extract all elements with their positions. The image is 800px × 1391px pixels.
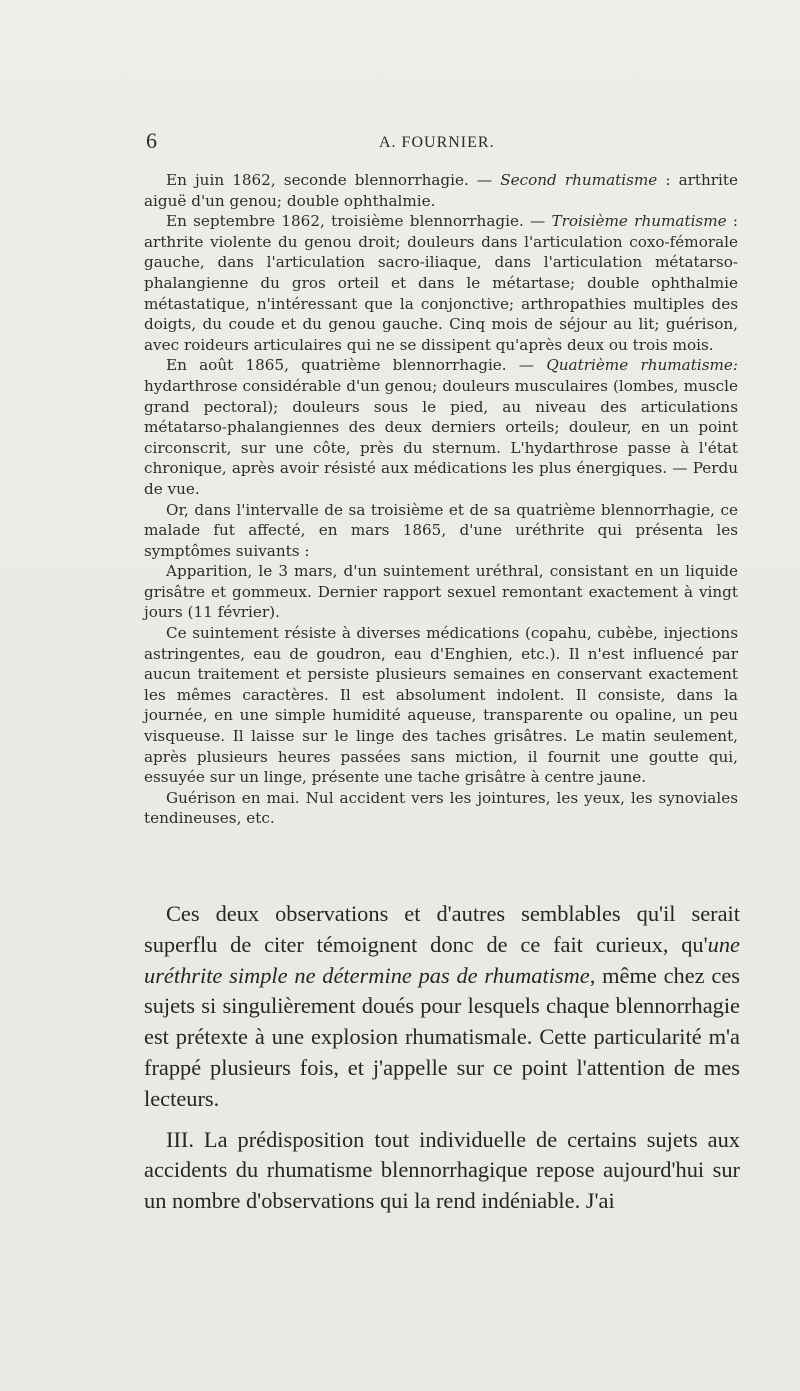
observation-emphasis: Troisième rhumatisme xyxy=(551,212,727,231)
observation-paragraph: Guérison en mai. Nul accident vers les jointures, les yeux, les synoviales tendineuses, etc. xyxy=(144,788,738,828)
case-observation xyxy=(144,170,738,829)
observation-text: : arthrite violente du genou droit; douleurs dans l'articulation coxo-fémorale gauche, dans l'articulation sacro-iliaque, dans l'articulation métatarso-phalangienne du gros orteil et dans le métartase; double ophthalmie métastatique, n'intéressant que la conjonctive; arthropathies multiples des doigts, du coude et du genou gauche. Cinq mois de séjour au lit; guérison, avec roideurs articulaires qui ne se dissipent qu'après deux ou trois mois. xyxy=(144,212,738,354)
observation-text: En septembre 1862, troisième blennorrhagie. — xyxy=(166,212,552,231)
running-head: A. FOURNIER. xyxy=(379,134,495,151)
body-text: , même chez ces sujets si singulièrement doués pour lesquels chaque blennorrhagie est prétexte à une explosion rhumatismale. Cette particularité m'a frappé plusieurs fois, et j'appelle sur ce point l'attention de mes lecteurs. xyxy=(144,962,740,1111)
observation-emphasis: Second rhumatisme xyxy=(500,171,658,189)
observation-text: hydarthrose considérable d'un genou; douleurs musculaires (lombes, muscle grand pectoral); douleurs sous le pied, au niveau des articulations métatarso-phalangiennes des deux derniers orteils; douleur, en un point circonscrit, sur une côte, près du sternum. L'hydarthrose passe à l'état chronique, après avoir résisté aux médications les plus énergiques. — Perdu de vue. xyxy=(144,376,738,498)
page-number: 6 xyxy=(146,128,157,153)
body-emphasis: une uréthrite simple ne détermine pas de rhumatisme xyxy=(144,931,740,988)
page-header xyxy=(146,128,736,158)
body-paragraph xyxy=(144,899,740,1115)
observation-paragraph xyxy=(144,170,738,211)
observation-emphasis: Quatrième rhumatisme: xyxy=(546,356,738,375)
observation-paragraph: Or, dans l'intervalle de sa troisième et de sa quatrième blennorrhagie, ce malade fut affecté, en mars 1865, d'une uréthrite qui présenta les symptômes suivants : xyxy=(144,500,738,560)
body-paragraph: III. La prédisposition tout individuelle de certains sujets aux accidents du rhumatisme blennorrhagique repose aujourd'hui sur un nombre d'observations qui la rend indéniable. J'ai xyxy=(144,1126,740,1214)
observation-paragraph xyxy=(144,355,738,499)
observation-text: En août 1865, quatrième blennorrhagie. — xyxy=(166,356,547,375)
main-text xyxy=(144,899,740,1217)
body-text: Ces deux observations et d'autres semblables qu'il serait superflu de citer témoignent donc de ce fait curieux, qu' xyxy=(144,901,740,957)
observation-paragraph: Apparition, le 3 mars, d'un suintement uréthral, consistant en un liquide grisâtre et gommeux. Dernier rapport sexuel remontant exactement à vingt jours (11 février). xyxy=(144,562,738,622)
observation-text: : arthrite aiguë d'un genou; double ophthalmie. xyxy=(144,171,739,210)
observation-paragraph xyxy=(144,211,738,355)
observation-text: En juin 1862, seconde blennorrhagie. — xyxy=(166,171,501,189)
observation-paragraph: Ce suintement résiste à diverses médications (copahu, cubèbe, injections astringentes, eau de goudron, eau d'Enghien, etc.). Il n'est influencé par aucun traitement et persiste plusieurs semaines en conservant exactement les mêmes caractères. Il est absolument indolent. Il consiste, dans la journée, en une simple humidité aqueuse, transparente ou opaline, un peu visqueuse. Il laisse sur le linge des taches grisâtres. Le matin seulement, après plusieurs heures passées sans miction, il fournit une goutte qui, essuyée sur un linge, présente une tache grisâtre à centre jaune. xyxy=(144,624,738,787)
